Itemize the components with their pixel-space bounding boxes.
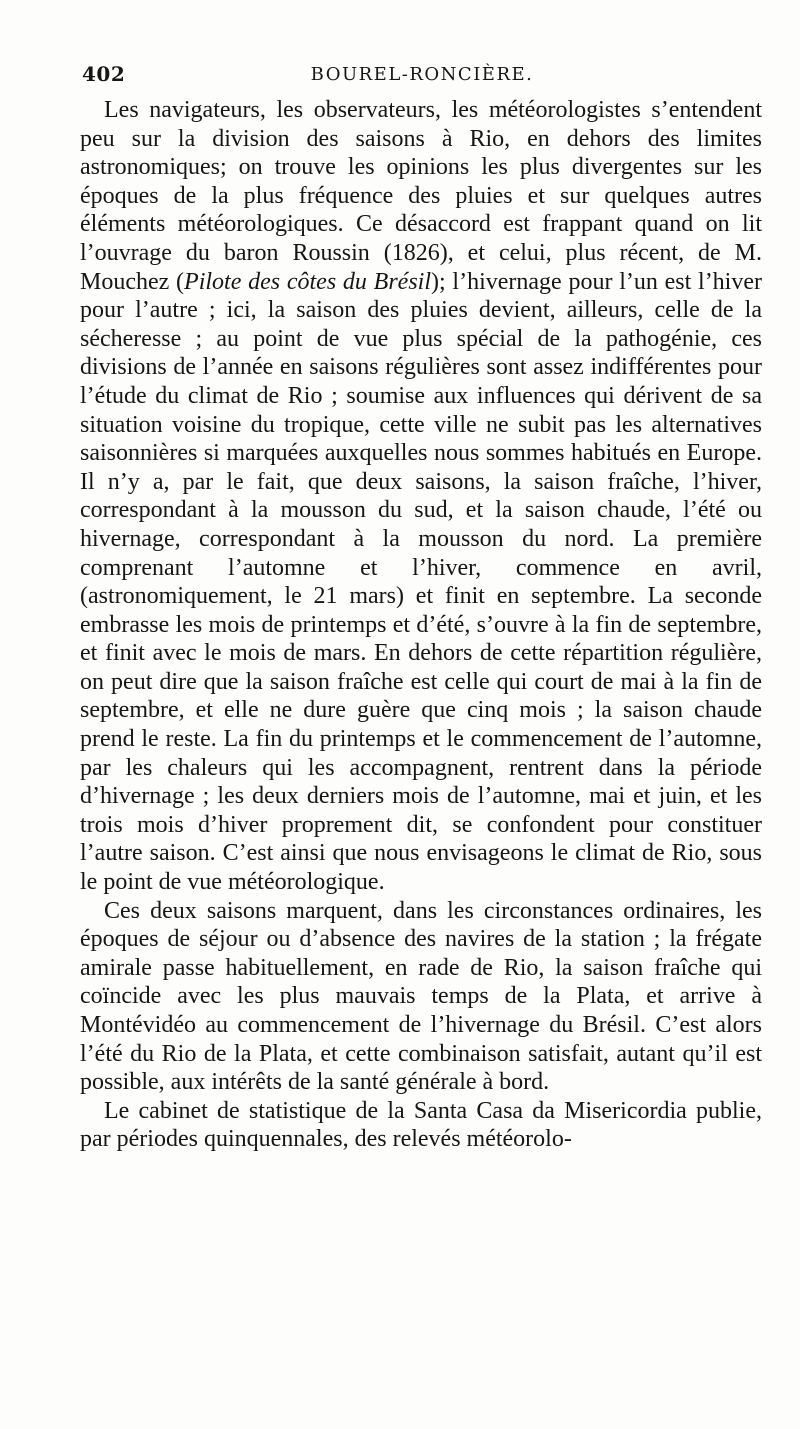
paragraph-seasons-part-1: Les navigateurs, les observateurs, les météorologistes s’entendent peu sur la division des saisons à Rio, en dehors des limites astronomiques; on trouve les opinions les plus divergentes sur les époques de la plus fréquence des pluies et sur quelques autres éléments météorologiques. Ce désaccord est frappant quand on lit l’ouvrage du baron Roussin (1826), et celui, plus récent, de M. Mouchez ( [80, 97, 762, 295]
running-title: BOUREL-RONCIÈRE. [310, 64, 534, 85]
running-head [82, 62, 762, 92]
paragraph-frigate: Ces deux saisons marquent, dans les circonstances ordinaires, les époques de séjour ou d’absence des navires de la station ; la frégate amirale passe habituellement, en rade de Rio, la saison fraîche qui coïncide avec les plus mauvais temps de la Plata, et arrive à Montévidéo au commencement de l’hivernage du Brésil. C’est alors l’été du Rio de la Plata, et cette combinaison satisfait, autant qu’il est possible, aux intérêts de la santé générale à bord. [80, 897, 762, 1096]
body-text [80, 96, 762, 1154]
paragraph-seasons [80, 96, 762, 897]
paragraph-seasons-part-2: ); l’hivernage pour l’un est l’hiver pour l’autre ; ici, la saison des pluies devient, ailleurs, celle de la sécheresse ; au point de vue plus spécial de la pathogénie, ces divisions de l’année en saisons régulières sont assez indifférentes pour l’étude du climat de Rio ; soumise aux influences qui dérivent de sa situation voisine du tropique, cette ville ne subit pas les alternatives saisonnières si marquées auxquelles nous sommes habitués en Europe. Il n’y a, par le fait, que deux saisons, la saison fraîche, l’hiver, correspondant à la mousson du sud, et la saison chaude, l’été ou hivernage, correspondant à la mousson du nord. La première comprenant l’automne et l’hiver, commence en avril, (astronomiquement, le 21 mars) et finit en septembre. La seconde embrasse les mois de printemps et d’été, s’ouvre à la fin de septembre, et finit avec le mois de mars. En dehors de cette répartition régulière, on peut dire que la saison fraîche est celle qui court de mai à la fin de septembre, et elle ne dure guère que cinq mois ; la saison chaude prend le reste. La fin du printemps et le commencement de l’automne, par les chaleurs qui les accompagnent, rentrent dans la période d’hivernage ; les deux derniers mois de l’automne, mai et juin, et les trois mois d’hiver proprement dit, se confondent pour constituer l’autre saison. C’est ainsi que nous envisageons le climat de Rio, sous le point de vue météorologique. [80, 268, 762, 896]
paragraph-statistics: Le cabinet de statistique de la Santa Casa da Misericordia publie, par périodes quinquennales, des relevés météorolo- [80, 1097, 762, 1153]
page-number: 402 [82, 62, 126, 86]
book-title-italic: Pilote des côtes du Brésil [184, 268, 432, 295]
